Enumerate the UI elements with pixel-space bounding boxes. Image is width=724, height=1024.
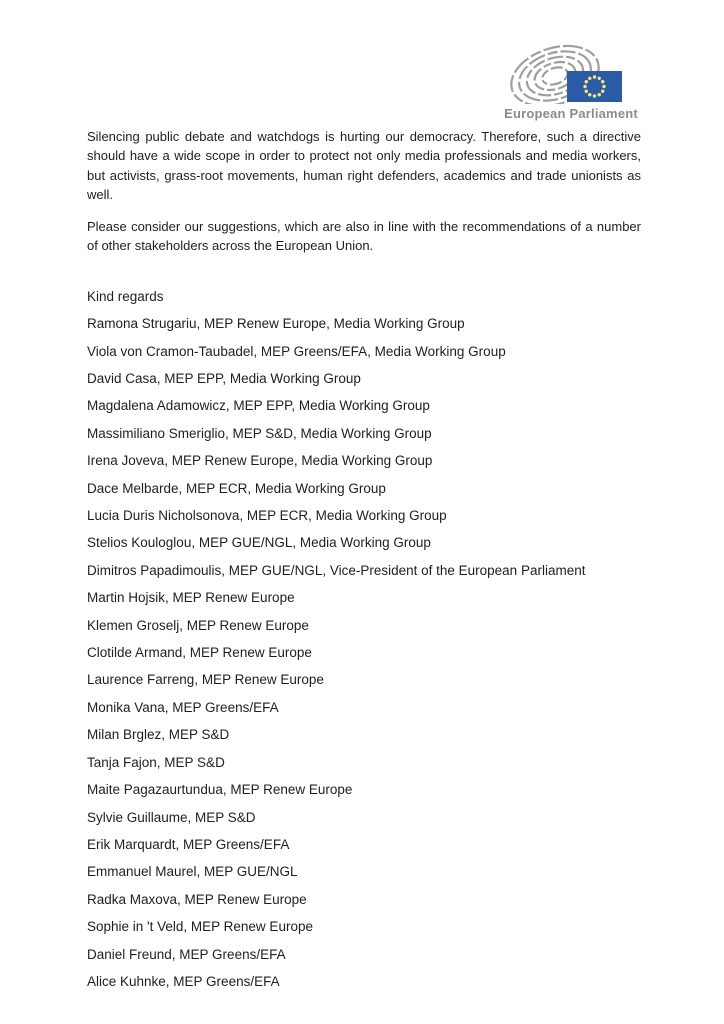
signatory-line: Viola von Cramon-Taubadel, MEP Greens/EFA, Media Working Group [87,343,506,359]
signatory-line: Stelios Kouloglou, MEP GUE/NGL, Media Working Group [87,535,431,551]
signatory-line: Daniel Freund, MEP Greens/EFA [87,946,286,962]
european-parliament-logo [500,44,642,121]
signatory-line: Klemen Groselj, MEP Renew Europe [87,617,309,633]
signatory-list [87,310,641,995]
signatory-line: David Casa, MEP EPP, Media Working Group [87,371,361,386]
paragraph-suggestions: Please consider our suggestions, which are also in line with the recommendations of a number of other stakeholders across the European Union. [87,219,641,254]
signatory-line: Dace Melbarde, MEP ECR, Media Working Group [87,480,386,496]
signatory-line: Radka Maxova, MEP Renew Europe [87,891,307,907]
signatory-line: Erik Marquardt, MEP Greens/EFA [87,836,290,852]
signatory-line: Clotilde Armand, MEP Renew Europe [87,645,312,661]
letter-body [87,127,641,995]
closing-block [87,283,641,996]
signatory-line: Ramona Strugariu, MEP Renew Europe, Media Working Group [87,316,465,332]
signatory-line: Laurence Farreng, MEP Renew Europe [87,672,324,688]
signatory-line: Sylvie Guillaume, MEP S&D [87,809,256,825]
paragraph-scope: Silencing public debate and watchdogs is hurting our democracy. Therefore, such a directive should have a wide scope in order to protect not only media professionals and media workers, but activists, grass-root movements, human right defenders, academics and trade unionists as well. [87,129,641,202]
signatory-line: Martin Hojsik, MEP Renew Europe [87,590,295,606]
signatory-line: Lucia Duris Nicholsonova, MEP ECR, Media Working Group [87,508,447,524]
signatory-line: Tanja Fajon, MEP S&D [87,754,225,770]
signatory-line: Maite Pagazaurtundua, MEP Renew Europe [87,782,353,798]
signatory-line: Magdalena Adamowicz, MEP EPP, Media Working Group [87,398,430,414]
logo-wordmark: European Parliament [504,106,638,121]
closing-salutation: Kind regards [87,288,164,304]
signatory-line: Alice Kuhnke, MEP Greens/EFA [87,973,280,989]
signatory-line: Monika Vana, MEP Greens/EFA [87,699,279,715]
signatory-line: Massimiliano Smeriglio, MEP S&D, Media Working Group [87,425,432,441]
signatory-line: Irena Joveva, MEP Renew Europe, Media Working Group [87,453,433,469]
parliament-hemicycle-flag-icon [500,44,642,104]
signatory-line: Milan Brglez, MEP S&D [87,727,230,743]
signatory-line: Sophie in 't Veld, MEP Renew Europe [87,919,313,935]
signatory-line: Dimitros Papadimoulis, MEP GUE/NGL, Vice-President of the European Parliament [87,562,586,578]
signatory-line: Emmanuel Maurel, MEP GUE/NGL [87,864,298,880]
